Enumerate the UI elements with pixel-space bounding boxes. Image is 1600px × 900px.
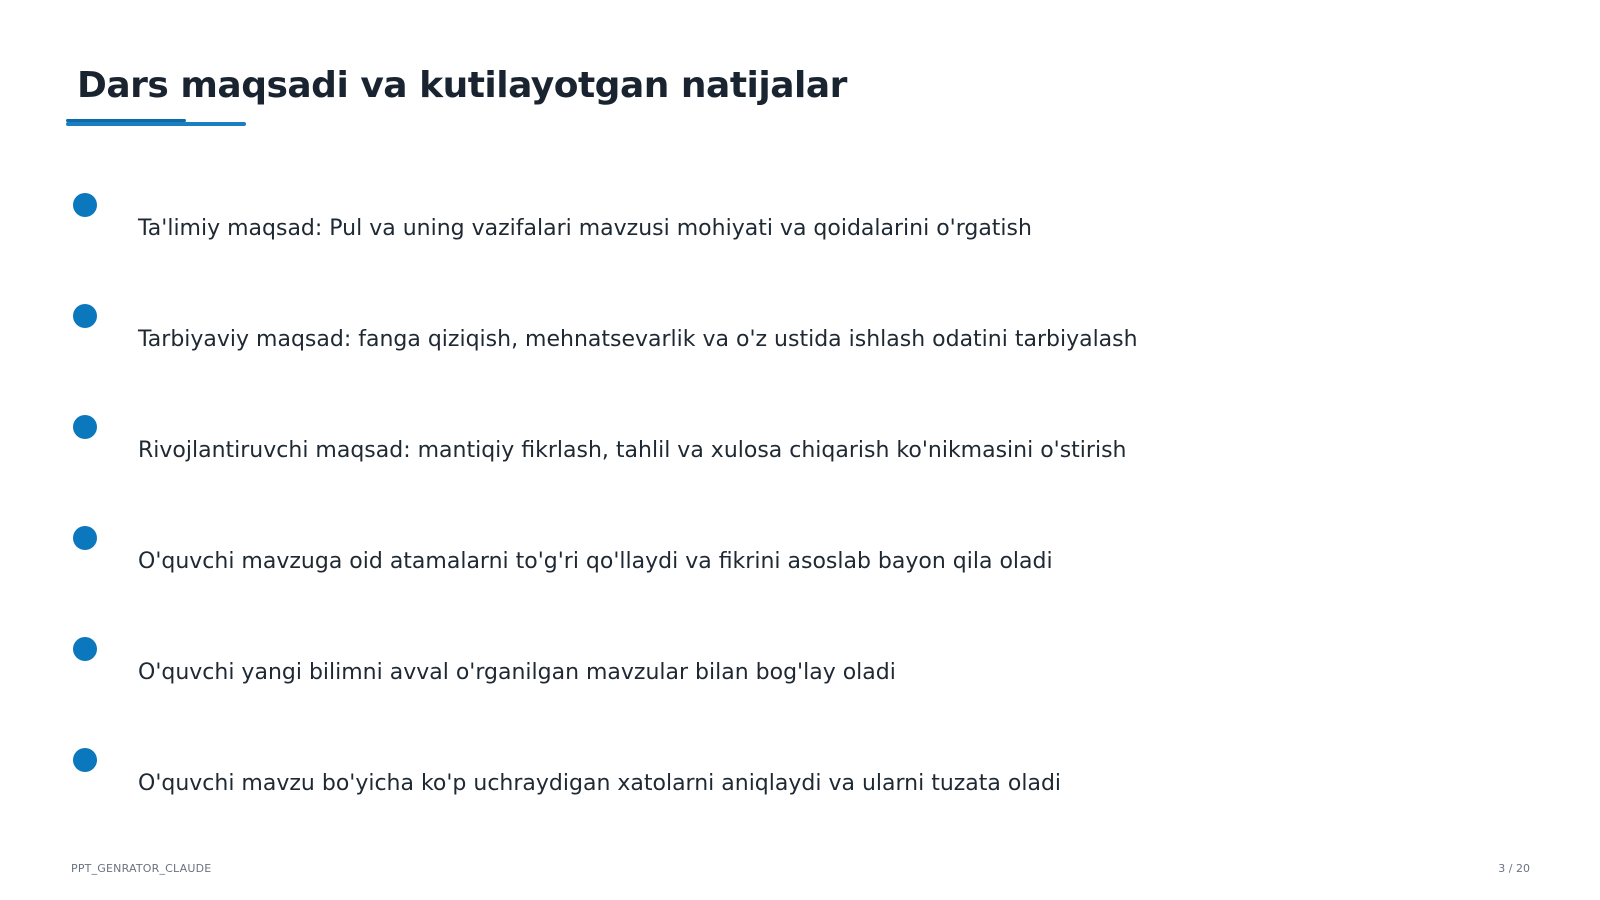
bullet-text: O'quvchi mavzuga oid atamalarni to'g'ri qo'llaydi va fikrini asoslab bayon qila oladi xyxy=(138,549,1053,574)
bullet-dot-icon xyxy=(73,637,97,661)
list-item xyxy=(73,415,1473,485)
bullet-dot-icon xyxy=(73,193,97,217)
bullet-text: O'quvchi mavzu bo'yicha ko'p uchraydigan xatolarni aniqlaydi va ularni tuzata oladi xyxy=(138,771,1062,796)
footer-label: PPT_GENRATOR_CLAUDE xyxy=(71,862,212,875)
list-item xyxy=(73,637,1473,707)
bullet-dot-icon xyxy=(73,415,97,439)
bullet-text: Rivojlantiruvchi maqsad: mantiqiy fikrlash, tahlil va xulosa chiqarish ko'nikmasini o'stirish xyxy=(138,438,1127,463)
bullet-text: Ta'limiy maqsad: Pul va uning vazifalari mavzusi mohiyati va qoidalarini o'rgatish xyxy=(138,216,1032,241)
list-item xyxy=(73,526,1473,596)
bullet-text: O'quvchi yangi bilimni avval o'rganilgan mavzular bilan bog'lay oladi xyxy=(138,660,896,685)
bullet-text: Tarbiyaviy maqsad: fanga qiziqish, mehnatsevarlik va o'z ustida ishlash odatini tarbiyalash xyxy=(138,327,1138,352)
page-indicator: 3 / 20 xyxy=(1498,862,1530,875)
bullet-dot-icon xyxy=(73,748,97,772)
list-item xyxy=(73,304,1473,374)
bullet-dot-icon xyxy=(73,526,97,550)
slide-title: Dars maqsadi va kutilayotgan natijalar xyxy=(77,65,847,106)
list-item xyxy=(73,748,1473,818)
list-item xyxy=(73,193,1473,263)
bullet-dot-icon xyxy=(73,304,97,328)
